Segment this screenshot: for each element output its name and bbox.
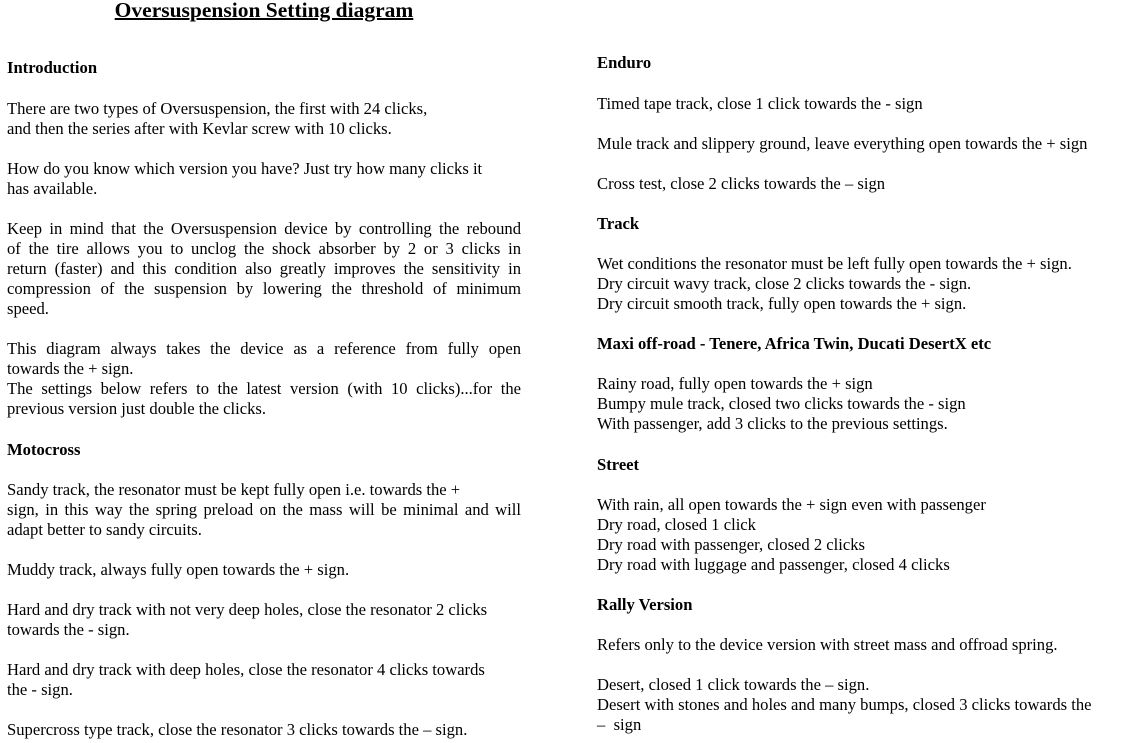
text-line: Refers only to the device version with street mass and offroad spring. bbox=[597, 635, 1058, 655]
paragraph bbox=[7, 600, 521, 640]
paragraph bbox=[597, 94, 1119, 114]
text-line: Supercross type track, close the resonator 3 clicks towards the – sign. bbox=[7, 720, 468, 740]
text-line: Bumpy mule track, closed two clicks towards the - sign bbox=[597, 394, 966, 414]
paragraph bbox=[7, 99, 521, 139]
text-line: Dry road with luggage and passenger, closed 4 clicks bbox=[597, 554, 950, 574]
text-line: Mule track and slippery ground, leave everything open towards the + sign bbox=[597, 133, 1088, 153]
text-line: There are two types of Oversuspension, the first with 24 clicks, bbox=[7, 98, 428, 118]
text-line: Cross test, close 2 clicks towards the – sign bbox=[597, 173, 886, 193]
paragraph bbox=[7, 159, 521, 199]
text-line: This diagram always takes the device as a reference from fully open bbox=[7, 339, 521, 359]
paragraph bbox=[597, 495, 1119, 575]
paragraph bbox=[7, 219, 521, 319]
text-line: Dry road, closed 1 click bbox=[597, 514, 756, 534]
document-title: Oversuspension Setting diagram bbox=[114, 0, 414, 22]
right-column bbox=[597, 53, 1119, 735]
section bbox=[7, 440, 521, 460]
text-line: and then the series after with Kevlar screw with 10 clicks. bbox=[7, 118, 392, 138]
text-line: the - sign. bbox=[7, 680, 73, 700]
section bbox=[597, 455, 1119, 475]
text-line: Keep in mind that the Oversuspension device by controlling the rebound bbox=[7, 218, 521, 238]
section-heading: Maxi off-road - Tenere, Africa Twin, Ducati DesertX etc bbox=[597, 334, 992, 354]
paragraph bbox=[597, 374, 1119, 434]
text-line: previous version just double the clicks. bbox=[7, 399, 267, 419]
section-heading: Enduro bbox=[597, 53, 652, 73]
section bbox=[597, 53, 1119, 73]
paragraph bbox=[7, 480, 521, 540]
text-line: With rain, all open towards the + sign even with passenger bbox=[597, 494, 986, 514]
text-line: towards the + sign. bbox=[7, 359, 134, 379]
left-column bbox=[7, 58, 521, 740]
text-line: sign, in this way the spring preload on the mass will be minimal and will bbox=[7, 499, 521, 519]
paragraph bbox=[7, 720, 521, 740]
text-line: Dry road with passenger, closed 2 clicks bbox=[597, 534, 865, 554]
section bbox=[597, 595, 1119, 615]
text-line: Desert with stones and holes and many bumps, closed 3 clicks towards the bbox=[597, 695, 1092, 715]
section bbox=[7, 58, 521, 78]
text-line: of the tire allows you to unclog the shock absorber by 2 or 3 clicks in bbox=[7, 238, 521, 258]
text-line: How do you know which version you have? Just try how many clicks it bbox=[7, 158, 483, 178]
section-heading: Track bbox=[597, 213, 640, 233]
paragraph bbox=[597, 134, 1119, 154]
text-line: compression of the suspension by lowering the threshold of minimum bbox=[7, 279, 521, 299]
text-line: adapt better to sandy circuits. bbox=[7, 519, 202, 539]
text-line: Dry circuit smooth track, fully open towards the + sign. bbox=[597, 294, 967, 314]
text-line: Hard and dry track with deep holes, close the resonator 4 clicks towards bbox=[7, 660, 485, 680]
section-heading: Motocross bbox=[7, 439, 81, 459]
paragraph bbox=[7, 560, 521, 580]
text-line: speed. bbox=[7, 299, 49, 319]
text-line: The settings below refers to the latest version (with 10 clicks)...for the bbox=[7, 379, 521, 399]
section bbox=[597, 334, 1119, 354]
text-line: Desert, closed 1 click towards the – sign. bbox=[597, 675, 870, 695]
text-line: Hard and dry track with not very deep holes, close the resonator 2 clicks bbox=[7, 599, 488, 619]
text-line: Timed tape track, close 1 click towards the - sign bbox=[597, 93, 923, 113]
paragraph bbox=[7, 339, 521, 419]
paragraph bbox=[597, 635, 1119, 655]
paragraph bbox=[7, 660, 521, 700]
section-heading: Rally Version bbox=[597, 594, 693, 614]
paragraph bbox=[597, 675, 1119, 735]
text-line: Muddy track, always fully open towards the + sign. bbox=[7, 559, 350, 579]
text-line: has available. bbox=[7, 178, 98, 198]
paragraph bbox=[597, 174, 1119, 194]
text-line: Sandy track, the resonator must be kept fully open i.e. towards the + bbox=[7, 479, 461, 499]
text-line: return (faster) and this condition also greatly improves the sensitivity in bbox=[7, 258, 521, 278]
text-line: – sign bbox=[597, 715, 642, 735]
text-line: towards the - sign. bbox=[7, 620, 130, 640]
section-heading: Street bbox=[597, 454, 640, 474]
text-line: Dry circuit wavy track, close 2 clicks towards the - sign. bbox=[597, 274, 972, 293]
text-line: With passenger, add 3 clicks to the previous settings. bbox=[597, 414, 948, 434]
text-line: Rainy road, fully open towards the + sign bbox=[597, 374, 873, 394]
section bbox=[597, 214, 1119, 234]
paragraph bbox=[597, 254, 1119, 314]
text-line: Wet conditions the resonator must be left fully open towards the + sign. bbox=[597, 253, 1072, 273]
section-heading: Introduction bbox=[7, 58, 98, 78]
